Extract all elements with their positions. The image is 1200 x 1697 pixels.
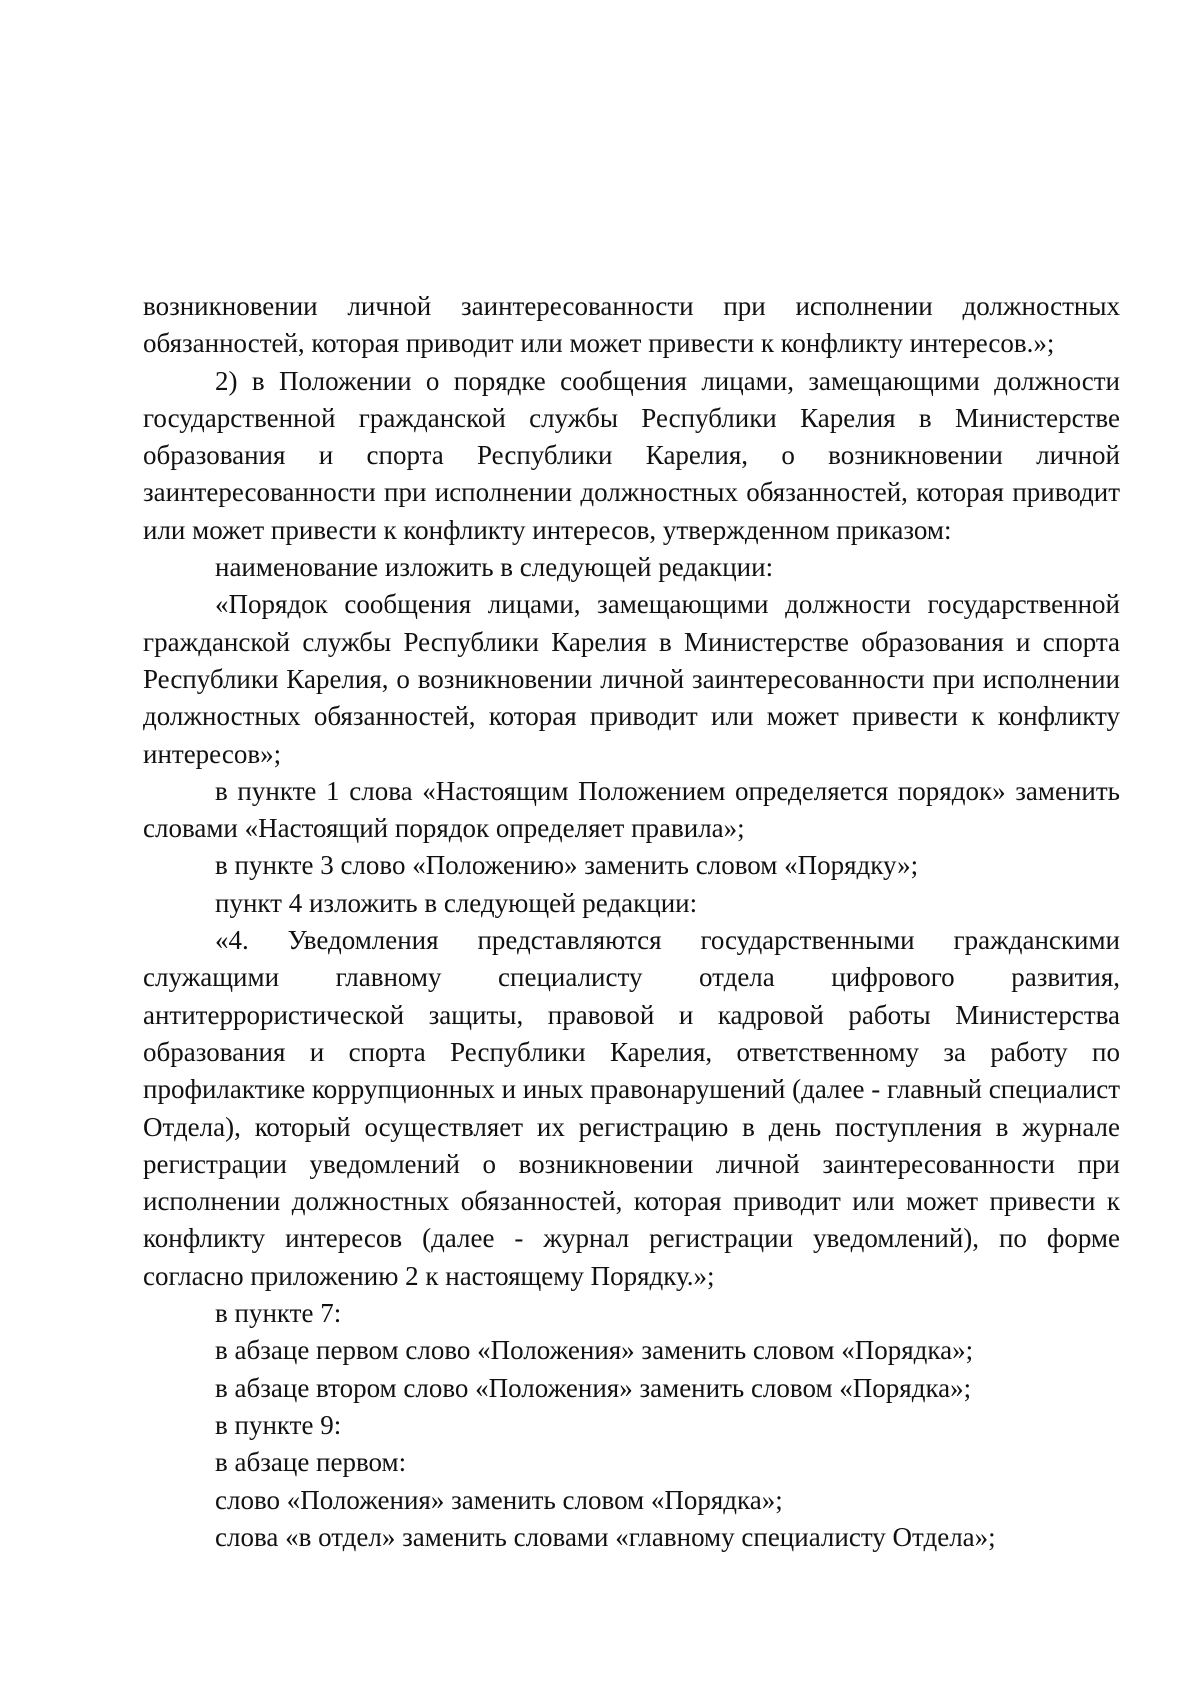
- paragraph-point-7-abzac-2: в абзаце втором слово «Положения» заменить словом «Порядка»;: [215, 1372, 972, 1403]
- paragraph-point-4-intro: пункт 4 изложить в следующей редакции:: [215, 887, 698, 918]
- paragraph-point-9-word-change: слово «Положения» заменить словом «Порядка»;: [215, 1484, 783, 1515]
- paragraph-title-change: наименование изложить в следующей редакции:: [215, 552, 774, 583]
- paragraph-point-3: в пункте 3 слово «Положению» заменить словом «Порядку»;: [215, 850, 919, 881]
- paragraph-point-9: в пункте 9:: [215, 1409, 342, 1440]
- paragraph-point-4-text: «4. Уведомления представляются государственными гражданскими служащими главному специалисту отдела цифрового развития, антитеррористической защиты, правовой и кадровой работы Министерства образования и спорта Республики Карелия, ответственному за работу по профилактике коррупционных и иных правонарушений (далее - главный специалист Отдела), который осуществляет их регистрацию в день поступления в журнале регистрации уведомлений о возникновении личной заинтересованности при исполнении должностных обязанностей, которая приводит или может привести к конфликту интересов (далее - журнал регистрации уведомлений), по форме согласно приложению 2 к настоящему Порядку.»;: [143, 925, 1120, 1291]
- paragraph-continuation: возникновении личной заинтересованности при исполнении должностных обязанностей, которая приводит или может привести к конфликту интересов.»;: [143, 291, 1120, 359]
- paragraph-point-1: в пункте 1 слова «Настоящим Положением определяется порядок» заменить словами «Настоящий порядок определяет правила»;: [143, 775, 1120, 844]
- paragraph-point-7: в пункте 7:: [215, 1298, 342, 1329]
- paragraph-item-2: 2) в Положении о порядке сообщения лицами, замещающими должности государственной гражданской службы Республики Карелия в Министерстве образования и спорта Республики Карелия, о возникновении личной заинтересованности при исполнении должностных обязанностей, которая приводит или может привести к конфликту интересов, утвержденном приказом:: [143, 365, 1120, 545]
- paragraph-new-title: «Порядок сообщения лицами, замещающими должности государственной гражданской службы Республики Карелия в Министерстве образования и спорта Республики Карелия, о возникновении личной заинтересованности при исполнении должностных обязанностей, которая приводит или может привести к конфликту интересов»;: [143, 589, 1120, 769]
- paragraph-point-9-abzac-1: в абзаце первом:: [215, 1447, 407, 1478]
- paragraph-point-7-abzac-1: в абзаце первом слово «Положения» заменить словом «Порядка»;: [215, 1335, 974, 1366]
- paragraph-point-9-words-change: слова «в отдел» заменить словами «главному специалисту Отдела»;: [215, 1521, 996, 1552]
- document-body: [143, 288, 1120, 1556]
